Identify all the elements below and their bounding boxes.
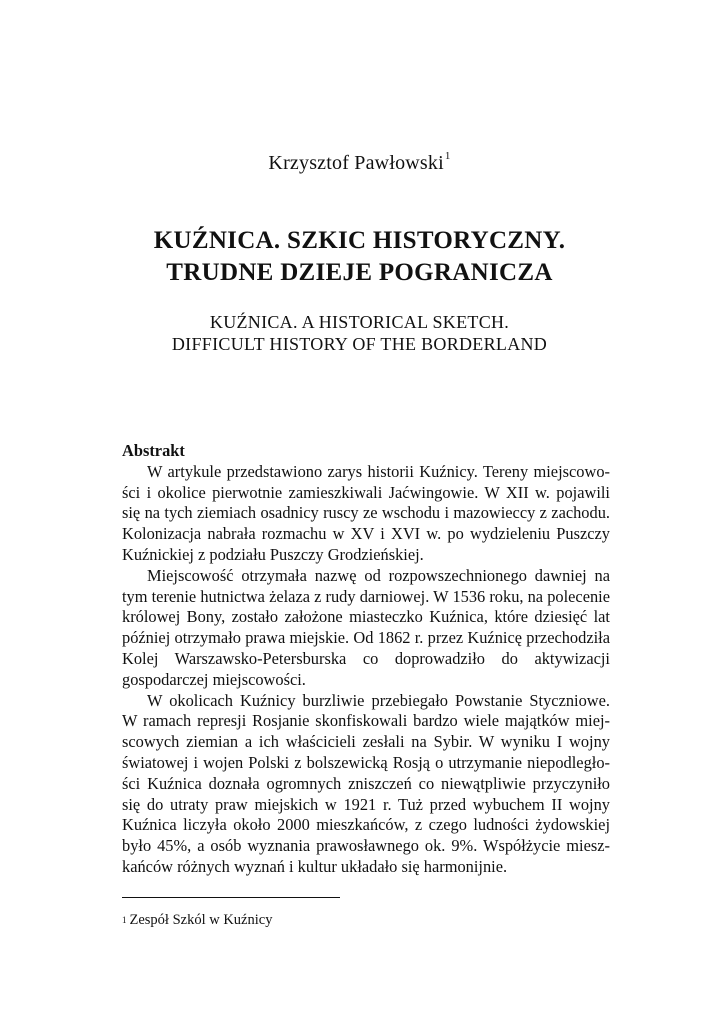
subtitle-line-1: KUŹNICA. A HISTORICAL SKETCH. (209, 312, 510, 332)
abstract-paragraph-3: W okolicach Kuźnicy burzliwie przebiegało Powstanie Styczniowe. W ramach represji Rosjanie skonfiskowali bardzo wiele majątków miejscowych ziemian a ich właścicieli zesłali na Sybir. W wyniku I wojny światowej i wojen Polski z bolszewicką Rosją o utrzymanie niepodległości Kuźnica doznała ogromnych zniszczeń co niewątpliwie przyczyniło się do utraty praw miejskich w 1921 r. Tuż przed wybuchem II wojny Kuźnica liczyła około 2000 mieszkańców, z czego ludności żydowskiej było 45%, a osób wyznania prawosławnego ok. 9%. Współżycie mieszkańców różnych wyznań i kultur układało się harmonijnie. (122, 690, 610, 876)
abstract-section (122, 441, 610, 878)
abstract-heading: Abstrakt (122, 441, 185, 460)
title-line-1: KUŹNICA. SZKIC HISTORYCZNY. (153, 227, 566, 254)
author-name: Krzysztof Pawłowski (268, 152, 444, 174)
footnote-mark: 1 (122, 915, 127, 925)
footnote-divider (122, 897, 340, 898)
title-line-2: TRUDNE DZIEJE POGRANICZA (166, 259, 553, 286)
article-title (0, 225, 719, 289)
abstract-paragraph-1: W artykule przedstawiono zarys historii Kuźnicy. Tereny miejscowości i okolice pierwotnie zamieszkiwali Jaćwingowie. W XII w. pojawili się na tych ziemiach osadnicy ruscy ze wschodu i mazowieccy z zachodu. Kolonizacja nabrała rozmachu w XV i XVI w. po wydzieleniu Puszczy Kuźnickiej z podziału Puszczy Grodzieńskiej. (122, 461, 610, 564)
author-footnote-mark: 1 (444, 150, 451, 162)
subtitle-line-2: DIFFICULT HISTORY OF THE BORDERLAND (171, 334, 548, 354)
abstract-paragraph-2: Miejscowość otrzymała nazwę od rozpowszechnionego dawniej na tym terenie hutnictwa żelaza z rudy darniowej. W 1536 roku, na polecenie królowej Bony, zostało założone miasteczko Kuźnica, które dziesięć lat później otrzymało prawa miejskie. Od 1862 r. przez Kuźnicę przechodziła Kolej Warszawsko-Petersburska co doprowadziło do aktywizacji gospodarczej miejscowości. (122, 565, 610, 689)
footnote (122, 911, 610, 929)
article-subtitle (0, 311, 719, 355)
footnote-text: Zespół Szkól w Kuźnicy (129, 912, 273, 928)
author-line (0, 152, 719, 175)
